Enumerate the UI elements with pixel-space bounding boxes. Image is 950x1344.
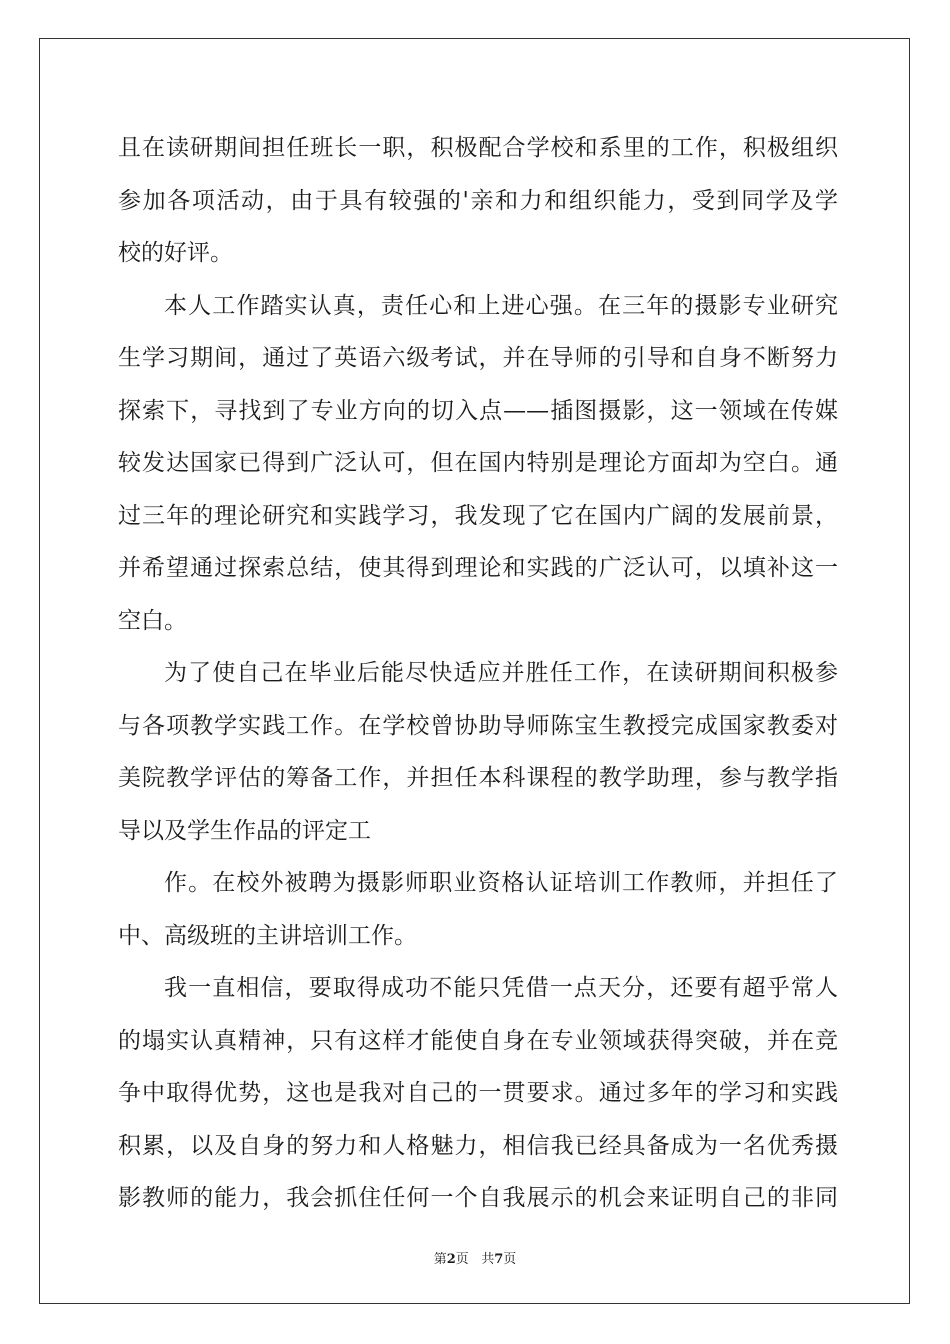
text-line: 导以及学生作品的评定工 <box>118 817 371 844</box>
text-line: 本人工作踏实认真，责任心和上进心强。在三年的摄影专业研究 <box>164 292 838 319</box>
text-line: 影教师的能力，我会抓住任何一个自我展示的机会来证明自己的非同 <box>118 1185 838 1211</box>
document-body <box>118 122 838 1225</box>
text-line: 与各项教学实践工作。在学校曾协助导师陈宝生教授完成国家教委对 <box>118 712 838 739</box>
text-line: 生学习期间，通过了英语六级考试，并在导师的引导和自身不断努力 <box>118 345 838 371</box>
text-line: 并希望通过探索总结，使其得到理论和实践的广泛认可，以填补这一 <box>118 555 838 581</box>
text-line: 积累，以及自身的努力和人格魅力，相信我已经具备成为一名优秀摄 <box>118 1132 838 1159</box>
current-page-number: 2 <box>446 1252 456 1267</box>
text-line: 探索下，寻找到了专业方向的切入点——插图摄影，这一领域在传媒 <box>118 397 838 424</box>
text-line: 校的好评。 <box>118 240 233 266</box>
text-line: 参加各项活动，由于具有较强的'亲和力和组织能力，受到同学及学 <box>118 187 838 214</box>
text-line: 的塌实认真精神，只有这样才能使自身在专业领域获得突破，并在竞 <box>118 1027 838 1054</box>
text-line: 较发达国家已得到广泛认可，但在国内特别是理论方面却为空白。通 <box>118 450 838 476</box>
text-line: 过三年的理论研究和实践学习，我发现了它在国内广阔的发展前景， <box>118 502 838 529</box>
page-footer <box>0 1248 950 1267</box>
text-line: 我一直相信，要取得成功不能只凭借一点天分，还要有超乎常人 <box>164 975 838 1001</box>
footer-total-prefix: 共 <box>481 1252 495 1267</box>
footer-prefix: 第 <box>433 1252 447 1267</box>
text-line: 且在读研期间担任班长一职，积极配合学校和系里的工作，积极组织 <box>118 135 838 161</box>
total-pages-number: 7 <box>494 1252 504 1267</box>
footer-page-word: 页 <box>455 1252 469 1267</box>
text-line: 中、高级班的主讲培训工作。 <box>118 922 417 949</box>
text-line: 空白。 <box>118 607 187 634</box>
text-line: 为了使自己在毕业后能尽快适应并胜任工作，在读研期间积极参 <box>164 660 838 686</box>
text-line: 争中取得优势，这也是我对自己的一贯要求。通过多年的学习和实践 <box>118 1080 838 1106</box>
footer-total-suffix: 页 <box>503 1252 517 1267</box>
text-line: 作。在校外被聘为摄影师职业资格认证培训工作教师，并担任了 <box>164 870 838 896</box>
text-line: 美院教学评估的筹备工作，并担任本科课程的教学助理，参与教学指 <box>118 765 838 791</box>
